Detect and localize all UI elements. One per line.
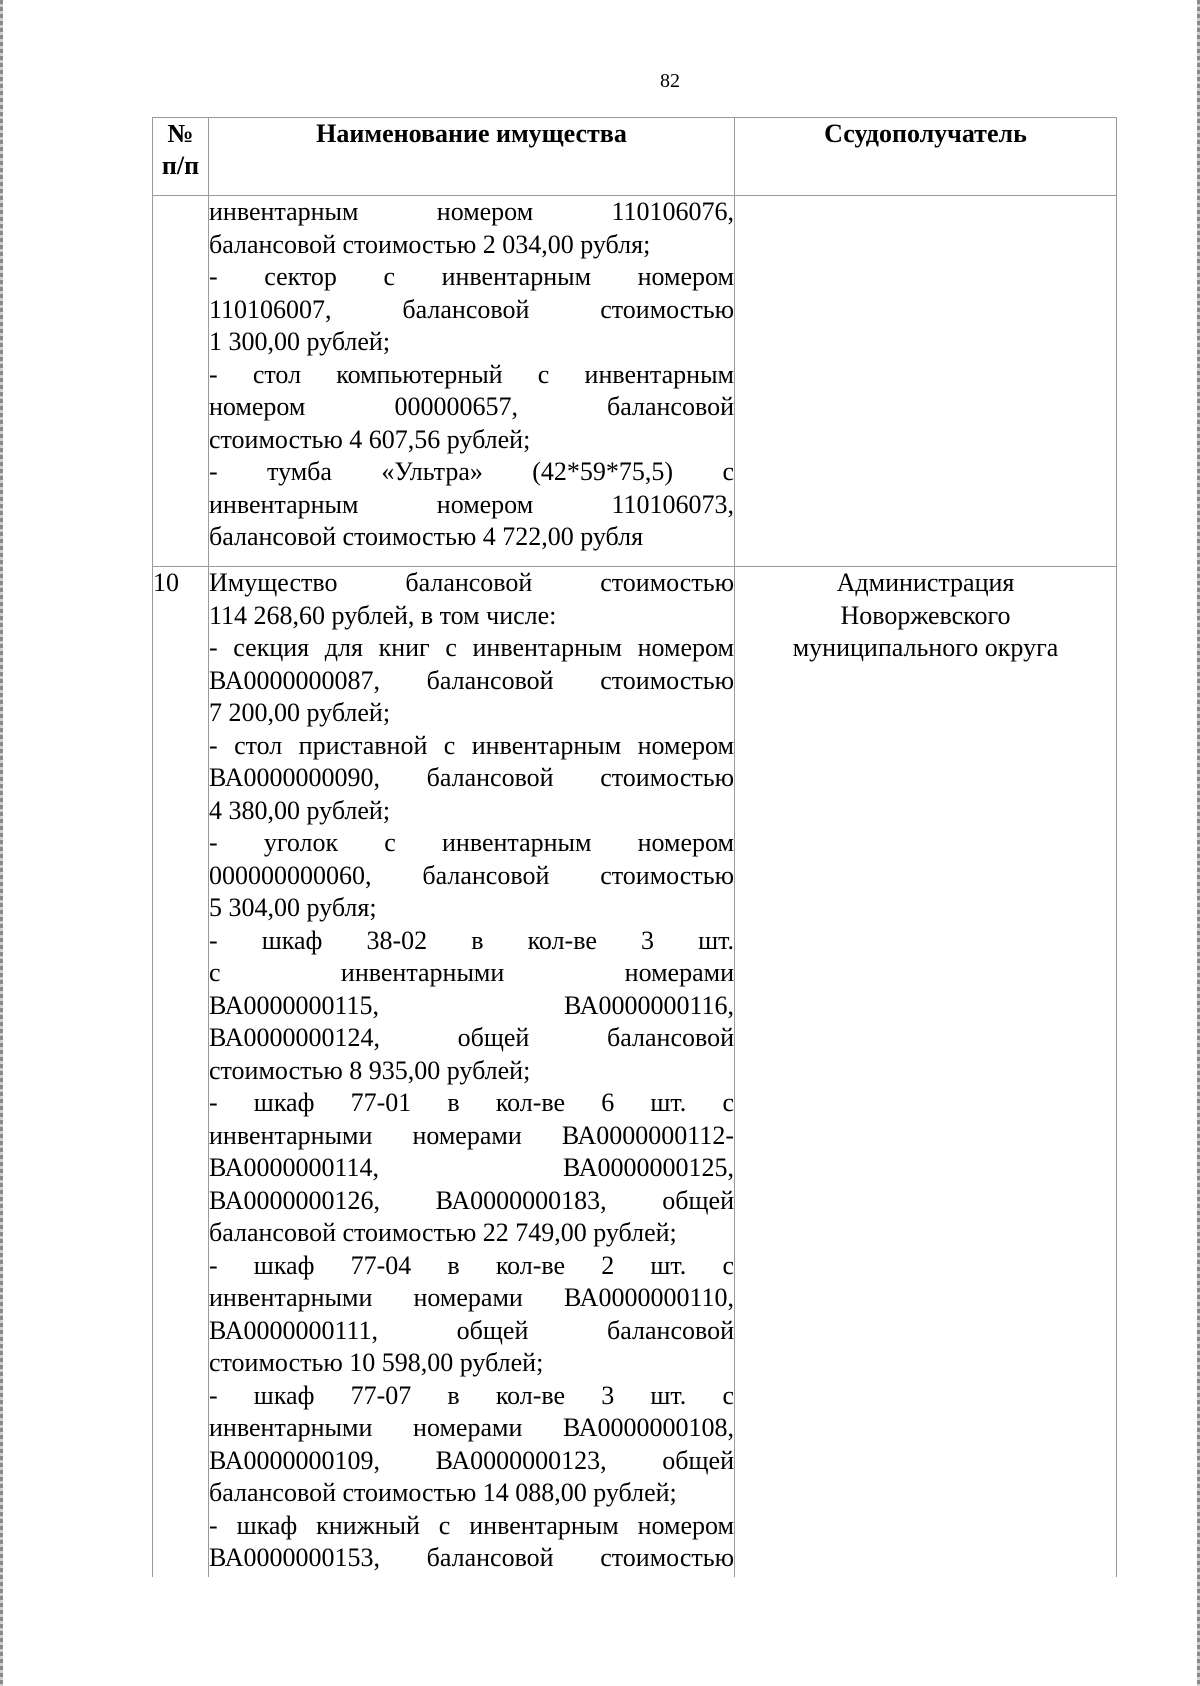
- description-line: балансовой стоимостью 2 034,00 рубля;: [209, 229, 651, 259]
- description-line: ВА0000000124, общей балансовой: [209, 1023, 734, 1052]
- description-line: инвентарным номером 110106076,: [209, 197, 734, 226]
- borrower-line: Администрация: [836, 568, 1015, 597]
- description-line: балансовой стоимостью 4 722,00 рубля: [209, 522, 644, 551]
- description-line: ВА0000000109, ВА0000000123, общей: [209, 1445, 734, 1475]
- page-number: 82: [660, 70, 680, 92]
- description-line: 4 380,00 рублей;: [209, 795, 391, 825]
- description-line: ВА0000000126, ВА0000000183, общей: [209, 1185, 734, 1215]
- description-line: стоимостью 10 598,00 рублей;: [209, 1348, 544, 1377]
- table-row: [153, 196, 1117, 567]
- row-number: 10: [153, 567, 209, 1578]
- header-property-name: Наименование имущества: [209, 118, 735, 196]
- description-line: 1 300,00 рублей;: [209, 327, 391, 356]
- description-line: Имущество балансовой стоимостью: [209, 568, 734, 597]
- description-line: ВА0000000153, балансовой стоимостью: [209, 1543, 734, 1572]
- borrower-cell: [735, 567, 1117, 1578]
- description-line: - шкаф книжный с инвентарным номером: [209, 1510, 734, 1540]
- description-line: - стол приставной с инвентарным номером: [209, 730, 734, 760]
- header-borrower: Ссудополучатель: [735, 118, 1117, 196]
- description-line: с инвентарными номерами: [209, 958, 734, 987]
- description-line: 5 304,00 рубля;: [209, 893, 377, 922]
- table-row: [153, 567, 1117, 1578]
- description-line: - шкаф 77-01 в кол-ве 6 шт. с: [209, 1088, 734, 1117]
- header-number-line2: п/п: [161, 151, 200, 180]
- table-header-row: [153, 118, 1117, 196]
- description-line: номером 000000657, балансовой: [209, 392, 734, 421]
- borrower-line: муниципального округа: [792, 633, 1059, 662]
- description-line: ВА0000000087, балансовой стоимостью: [209, 665, 734, 695]
- description-line: - шкаф 77-07 в кол-ве 3 шт. с: [209, 1380, 734, 1410]
- description-line: - тумба «Ультра» (42*59*75,5) с: [209, 457, 734, 486]
- description-line: ВА0000000115, ВА0000000116,: [209, 990, 734, 1020]
- description-line: ВА0000000114, ВА0000000125,: [209, 1153, 734, 1182]
- description-line: инвентарными номерами ВА0000000110,: [209, 1283, 734, 1312]
- description-line: балансовой стоимостью 14 088,00 рублей;: [209, 1478, 677, 1507]
- borrower-cell: [735, 196, 1117, 567]
- description-line: - сектор с инвентарным номером: [209, 262, 734, 291]
- description-line: - уголок с инвентарным номером: [209, 828, 734, 857]
- property-description: [209, 567, 735, 1578]
- property-description: [209, 196, 735, 567]
- description-line: стоимостью 4 607,56 рублей;: [209, 424, 531, 454]
- description-line: инвентарными номерами ВА0000000108,: [209, 1413, 734, 1442]
- description-line: балансовой стоимостью 22 749,00 рублей;: [209, 1218, 677, 1247]
- description-line: 7 200,00 рублей;: [209, 698, 391, 727]
- description-line: - шкаф 77-04 в кол-ве 2 шт. с: [209, 1250, 734, 1280]
- description-line: ВА0000000111, общей балансовой: [209, 1315, 734, 1345]
- header-number-line1: №: [167, 119, 194, 148]
- property-table: [152, 117, 1117, 1577]
- description-line: - стол компьютерный с инвентарным: [209, 359, 734, 389]
- borrower-line: Новоржевского: [840, 600, 1011, 630]
- description-line: - секция для книг с инвентарным номером: [209, 633, 734, 662]
- description-line: - шкаф 38-02 в кол-ве 3 шт.: [209, 925, 734, 955]
- description-line: стоимостью 8 935,00 рублей;: [209, 1055, 531, 1085]
- description-line: 114 268,60 рублей, в том числе:: [209, 600, 557, 630]
- scan-edge-left: [0, 0, 3, 1686]
- description-line: 110106007, балансовой стоимостью: [209, 294, 734, 324]
- description-line: 000000000060, балансовой стоимостью: [209, 860, 734, 890]
- row-number: [153, 196, 209, 567]
- description-line: инвентарными номерами ВА0000000112-: [209, 1120, 734, 1150]
- header-number: [153, 118, 209, 196]
- description-line: ВА0000000090, балансовой стоимостью: [209, 763, 734, 792]
- description-line: инвентарным номером 110106073,: [209, 489, 734, 519]
